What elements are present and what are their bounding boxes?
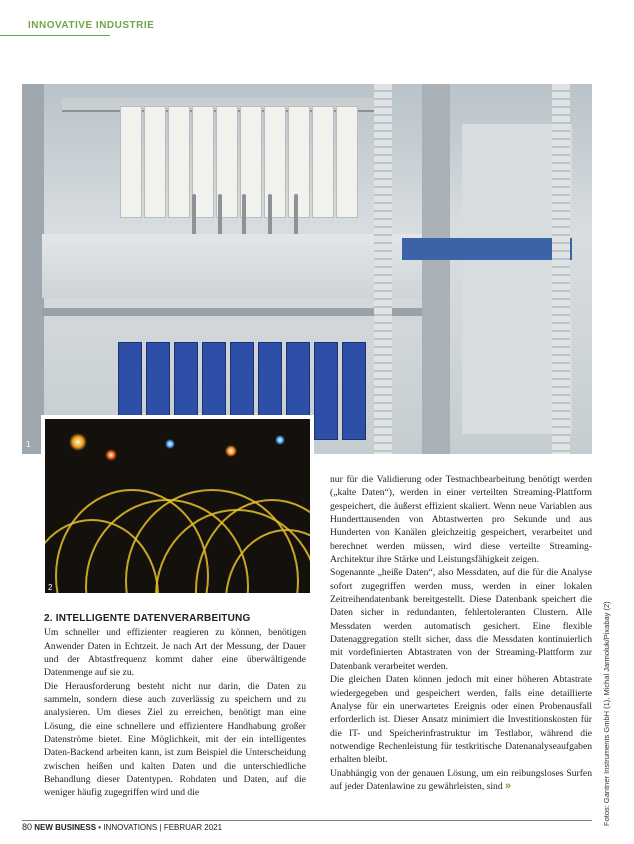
footer-divider: | bbox=[159, 823, 162, 832]
paragraph: Die Herausforderung besteht nicht nur darin, die Daten zu sammeln, sondern diese auch zuverlässig zu speichern und zu analysieren. Um dieses Ziel zu erreichen, benötigt man eine Lösung, die eine schnellere und effizientere Handhabung großer Datenströme bietet. Eine Möglichkeit, mit der ein intelligentes Daten-Backend arbeiten kann, ist zum Beispiel die Unterscheidung zwischen heißen und kalten Daten und die unterschiedliche Behandlung dieser Datentypen. Rohdaten und Daten, auf die weniger häufig zugegriffen wird und die bbox=[44, 680, 306, 799]
paragraph: Um schneller und effizienter reagieren zu können, benötigen Anwender Daten in Echtzeit. Je nach Art der Messung, der Dauer und der Abtastfrequenz kommt daher eine überwältigende Datenmenge auf sie zu. bbox=[44, 627, 306, 679]
main-photo-number: 1 bbox=[26, 440, 31, 449]
right-column bbox=[330, 473, 592, 793]
footer-section: INNOVATIONS bbox=[103, 823, 158, 832]
inset-photo-number: 2 bbox=[48, 583, 53, 592]
continue-icon: » bbox=[505, 779, 512, 792]
page-number: 80 bbox=[22, 822, 33, 832]
paragraph: Sogenannte „heiße Daten“, also Messdaten, auf die für die Analyse sofort zugegriffen werden muss, werden in einer lokalen Zeitreihendatenbank bereitgestellt. Diese Datenbank speichert die Daten sicher in redundanten, fehlertoleranten Clustern. Alle Messdaten werden automatisch gesichert. Eine flexible Datenaggregation stellt sicher, dass die Messdaten kontinuierlich mit vordefinierten Abtastraten von der Streaming-Plattform zur Datenbank verarbeitet werden. bbox=[330, 567, 592, 672]
inset-photo bbox=[41, 415, 314, 597]
paragraph: Die gleichen Daten können jedoch mit einer höheren Abtastrate wiedergegeben und gespeichert werden, falls eine detaillierte Analyse für ein unerwartetes Ereignis oder einen Probenausfall erforderlich ist. Dieser Ansatz minimiert die Investitionskosten für die IT- und Speicherinfrastruktur im Testlabor, während die notwendige Rechenleistung für testkritische Datenanalyseaufgaben erhalten bleibt. bbox=[330, 674, 592, 766]
paragraph bbox=[330, 767, 592, 794]
main-photo bbox=[22, 84, 592, 454]
left-column bbox=[44, 612, 306, 800]
magazine-brand: NEW BUSINESS bbox=[34, 823, 97, 832]
paragraph-text: Unabhängig von der genauen Lösung, um ein reibungsloses Surfen auf jeder Datenlawine zu gewährleisten, sind bbox=[330, 767, 592, 792]
section-rule bbox=[0, 35, 110, 36]
section-tag: INNOVATIVE INDUSTRIE bbox=[28, 20, 155, 31]
footer-separator: • bbox=[98, 823, 102, 832]
paragraph: nur für die Validierung oder Testnachbearbeitung benötigt werden („kalte Daten“), werden in einer verteilten Streaming-Plattform gespeichert, die äußerst effizient skaliert. Wenn neue Variablen aus Hunderttausenden von Abtastwerten pro Sekunde und aus Hunderten von Kanälen gleichzeitig gespeichert, verarbeitet und berechnet werden müssen, wird diese verteilte Streaming-Architektur ihre Stärke und Leistungsfähigkeit zeigen. bbox=[330, 474, 592, 566]
section-heading: 2. INTELLIGENTE DATENVERARBEITUNG bbox=[44, 613, 251, 624]
issue-date: FEBRUAR 2021 bbox=[163, 823, 223, 832]
footer-rule bbox=[22, 820, 592, 821]
photo-credit: Fotos: Gantner Instruments GmbH (1), Michal Jarmoluk/Pixabay (2) bbox=[602, 601, 611, 826]
footer bbox=[22, 822, 222, 832]
